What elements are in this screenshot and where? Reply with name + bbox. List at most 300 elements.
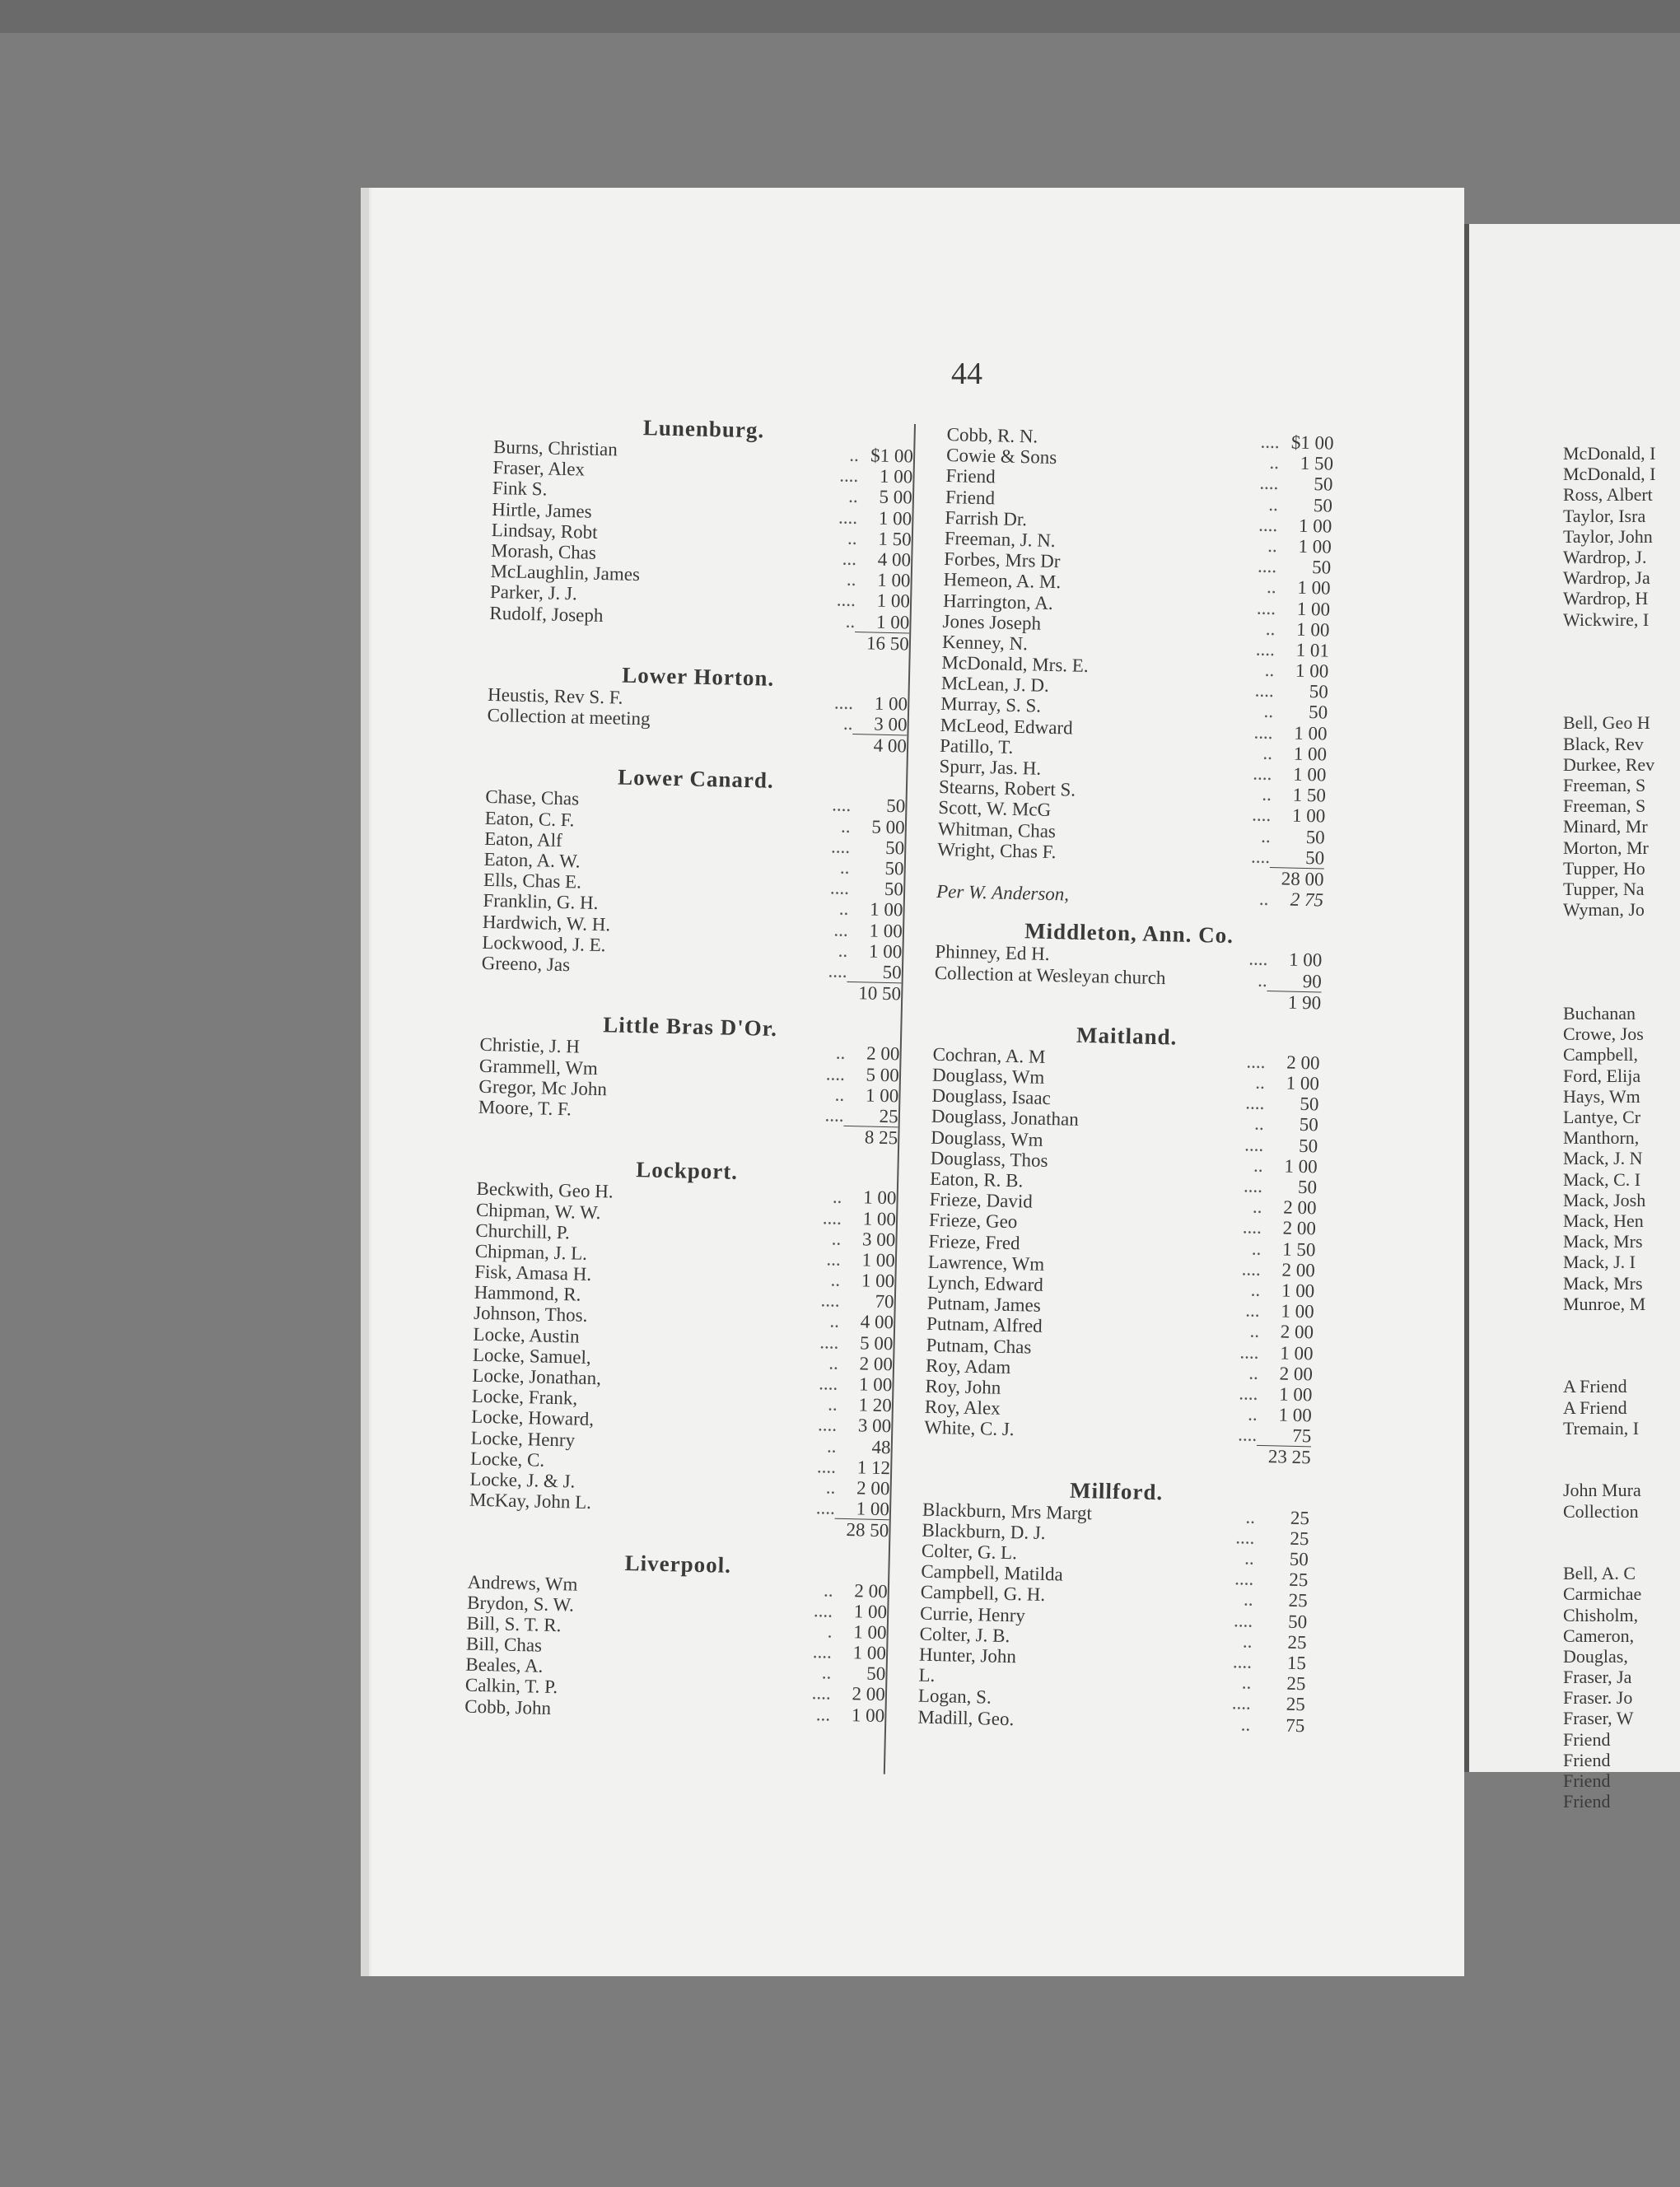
donor-name: Kenney, N. [941, 631, 1029, 655]
donor-name: Stearns, Robert S. [938, 776, 1076, 800]
donor-name: Beales, A. [465, 1653, 544, 1677]
dot-leader: .. [1263, 701, 1274, 722]
donation-amount: 25 [1288, 1569, 1309, 1591]
dot-leader: ... [842, 548, 857, 569]
donor-name: Moore, T. F. [478, 1096, 572, 1120]
donation-amount: 75 [1285, 1714, 1305, 1736]
donor-name: Fraser, Alex [492, 457, 586, 480]
donation-amount: 25 [1286, 1694, 1306, 1715]
donor-name: Scott, W. McG [938, 797, 1052, 821]
section-heading: Maitland. [1076, 1022, 1178, 1050]
partial-name: Mack, J. N [1563, 1148, 1643, 1169]
dot-leader: .. [826, 1435, 837, 1457]
donor-name: Putnam, Chas [926, 1334, 1032, 1358]
dot-leader: .... [1257, 555, 1277, 577]
dot-leader: .. [827, 1393, 838, 1415]
donor-name: Eaton, R. B. [929, 1168, 1024, 1191]
donation-amount: 1 00 [862, 1207, 897, 1229]
total-amount: 4 00 [852, 734, 908, 757]
donor-name: Roy, John [925, 1375, 1001, 1398]
dot-leader: .. [1241, 1672, 1252, 1693]
donor-name: Campbell, G. H. [920, 1582, 1046, 1606]
donation-amount: 50 [1305, 826, 1326, 848]
partial-name: Morton, Mr [1563, 837, 1649, 858]
dot-leader: .... [1243, 1175, 1263, 1196]
donor-name: Fink S. [492, 478, 548, 500]
donation-amount: 2 00 [1279, 1363, 1314, 1385]
donor-name: Blackburn, D. J. [922, 1519, 1046, 1543]
total-amount: 28 50 [834, 1518, 889, 1541]
donor-name: Hunter, John [918, 1644, 1017, 1667]
dot-leader: .... [811, 1682, 832, 1704]
dot-leader: .. [845, 610, 856, 632]
dot-leader: .. [821, 1662, 832, 1683]
donation-amount: 1 00 [876, 590, 911, 612]
total-amount: 10 50 [847, 982, 902, 1005]
donor-name: Brydon, S. W. [466, 1592, 575, 1616]
dot-leader: .. [1269, 452, 1280, 473]
dot-leader: .. [1268, 493, 1279, 515]
dot-leader: .... [1244, 1134, 1264, 1155]
partial-name: Mack, Mrs [1563, 1272, 1643, 1294]
donor-name: Whitman, Chas [937, 818, 1057, 842]
donor-name: Friend [945, 465, 996, 487]
section-heading: Lockport. [635, 1157, 739, 1185]
spacer [1563, 1459, 1678, 1480]
donor-name: Franklin, G. H. [483, 890, 599, 914]
donor-name: Friend [945, 486, 996, 508]
donor-name: Roy, Adam [925, 1355, 1011, 1378]
donor-name: Bill, Chas [465, 1633, 543, 1656]
dot-leader: .. [1251, 1238, 1262, 1259]
donor-name: Douglass, Thos [930, 1147, 1048, 1171]
dot-leader: .... [829, 877, 850, 899]
dot-leader: .... [836, 589, 856, 611]
donation-amount: 1 50 [1300, 452, 1334, 474]
donor-name: Lindsay, Robt [491, 519, 598, 543]
partial-name: Manthorn, [1563, 1127, 1640, 1149]
partial-name: John Mura [1563, 1480, 1641, 1501]
donation-amount: 1 00 [1297, 577, 1331, 599]
partial-name: Friend [1563, 1791, 1611, 1812]
section-heading: Liverpool. [624, 1550, 732, 1578]
dot-leader: .... [1252, 804, 1272, 826]
donation-amount: 50 [1309, 681, 1329, 702]
donation-amount: 1 00 [1296, 598, 1331, 620]
partial-name: Taylor, Isra [1563, 505, 1646, 526]
donation-amount: 1 00 [875, 611, 910, 633]
donor-name: Locke, Austin [473, 1323, 580, 1347]
donor-name: Andrews, Wm [467, 1571, 578, 1595]
dot-leader: .. [839, 856, 850, 878]
top-strip [0, 0, 1680, 33]
total-amount: 23 25 [1256, 1445, 1311, 1468]
donor-name: Greeno, Jas [481, 952, 571, 976]
donor-name: L. [918, 1664, 936, 1686]
donation-amount: 25 [1288, 1590, 1308, 1611]
partial-name: Mack, Josh [1563, 1189, 1646, 1210]
partial-name: Mack, C. I [1563, 1168, 1641, 1190]
donor-name: Eaton, A. W. [483, 848, 581, 872]
donation-amount: 1 00 [852, 1621, 887, 1644]
partial-name: Durkee, Rev [1563, 753, 1655, 775]
dot-leader: .... [1256, 597, 1276, 618]
dot-leader: .. [1259, 888, 1270, 910]
dot-leader: .. [1264, 659, 1275, 681]
partial-name: Campbell, [1563, 1044, 1639, 1066]
section-heading: Lower Canard. [617, 764, 775, 794]
donation-amount: 1 00 [1279, 1341, 1314, 1364]
donor-name: Churchill, P. [475, 1219, 571, 1243]
donor-name: Forbes, Mrs Dr [944, 548, 1061, 572]
donation-amount: 15 [1286, 1652, 1307, 1674]
donor-name: Madill, Geo. [917, 1706, 1015, 1729]
donor-name: Hardwich, W. H. [482, 911, 611, 935]
dot-leader: .. [834, 1084, 845, 1105]
donation-amount: 1 00 [1278, 1383, 1313, 1406]
donor-name: Fisk, Amasa H. [474, 1261, 592, 1285]
dot-leader: .... [1245, 1092, 1265, 1114]
partial-name: Freeman, S [1563, 775, 1646, 795]
donor-name: McKay, John L. [469, 1489, 592, 1513]
dot-leader: .... [1239, 1383, 1258, 1404]
donation-amount: 50 [1300, 1094, 1319, 1115]
donation-amount: 2 00 [1282, 1196, 1317, 1219]
donation-amount: 1 12 [856, 1457, 891, 1478]
donor-name: White, C. J. [924, 1416, 1015, 1440]
partial-name: Bell, A. C [1563, 1563, 1636, 1584]
partial-name: Douglas, [1563, 1645, 1628, 1667]
donor-name: Harrington, A. [942, 590, 1053, 613]
dot-leader: .. [1244, 1547, 1255, 1569]
dot-leader: .... [1239, 1341, 1259, 1363]
donor-name: Jones Joseph [942, 610, 1042, 634]
dot-leader: .. [847, 527, 857, 548]
partial-name: Buchanan [1563, 1003, 1636, 1024]
dot-leader: .... [1258, 514, 1278, 535]
donation-amount: 50 [1311, 557, 1332, 578]
donor-name: Collection at meeting [487, 704, 651, 730]
dot-leader: .. [1262, 783, 1272, 805]
donation-amount: 4 00 [860, 1311, 894, 1333]
donation-amount: 50 [884, 857, 904, 879]
donor-name: Colter, J. B. [919, 1623, 1010, 1646]
dot-leader: .. [846, 568, 856, 590]
donation-amount: 1 00 [874, 692, 908, 715]
donation-amount: 50 [884, 837, 905, 859]
donor-name: McDonald, Mrs. E. [941, 651, 1089, 677]
donor-name: Douglass, Jonathan [931, 1106, 1080, 1131]
dot-leader: .... [1260, 431, 1280, 453]
donor-name: McLean, J. D. [940, 673, 1050, 697]
section-heading: Lower Horton. [621, 662, 775, 691]
section-heading: Middleton, Ann. Co. [1024, 918, 1234, 949]
donor-name: Calkin, T. P. [464, 1675, 558, 1698]
dot-leader: .. [1243, 1588, 1253, 1611]
donor-name: Locke, J. & J. [469, 1468, 576, 1492]
donation-amount: 50 [882, 961, 902, 983]
dot-leader: .. [1242, 1630, 1253, 1652]
donation-amount: 1 01 [1295, 639, 1330, 661]
dot-leader: .. [830, 1269, 841, 1290]
partial-name: Mack, J. I [1563, 1252, 1636, 1273]
dot-leader: ... [1245, 1299, 1260, 1322]
dot-leader: .. [835, 1042, 846, 1064]
donation-amount: 1 00 [861, 1249, 896, 1271]
donation-amount: 1 00 [1293, 743, 1328, 765]
dot-leader: .. [849, 444, 860, 466]
spacer [1563, 630, 1678, 651]
donation-amount: 48 [871, 1436, 891, 1457]
donor-name: Frieze, Fred [928, 1230, 1020, 1253]
donor-name: Wright, Chas F. [937, 838, 1057, 862]
dot-leader: .... [1231, 1692, 1252, 1714]
right-page-column [1563, 443, 1678, 1812]
donation-amount: 1 00 [1288, 949, 1323, 971]
partial-name: Tupper, Ho [1563, 857, 1645, 879]
partial-name: Fraser. Jo [1563, 1687, 1633, 1709]
donation-amount: 2 75 [1290, 888, 1324, 911]
page-number: 44 [951, 357, 982, 391]
partial-name: Hays, Wm [1563, 1085, 1640, 1107]
dot-leader: .. [1248, 1403, 1258, 1425]
spacer [1563, 1314, 1678, 1335]
spacer [1563, 1335, 1678, 1355]
donation-amount: 1 00 [862, 1187, 897, 1209]
partial-name: Wyman, Jo [1563, 899, 1645, 921]
donor-name: Putnam, Alfred [926, 1313, 1043, 1337]
donor-name: Douglass, Wm [931, 1064, 1045, 1088]
spacer [1563, 920, 1678, 940]
donor-name: Hirtle, James [492, 498, 592, 522]
donation-amount: 50 [885, 795, 906, 817]
donor-name: Frieze, Geo [928, 1210, 1018, 1233]
partial-name: McDonald, I [1563, 464, 1656, 485]
total-amount: 28 00 [1269, 867, 1324, 890]
donation-amount: 5 00 [879, 487, 913, 508]
dot-leader: .... [1242, 1216, 1262, 1238]
dot-leader: .... [1235, 1527, 1255, 1548]
dot-leader: .. [847, 486, 859, 507]
donor-name: Douglass, Isaac [931, 1085, 1052, 1109]
donation-amount: 50 [1304, 846, 1325, 869]
donation-amount: 2 00 [1280, 1321, 1314, 1343]
dot-leader: .... [1250, 846, 1271, 867]
donor-name: Putnam, James [926, 1292, 1042, 1317]
dot-leader: .... [830, 836, 851, 857]
dot-leader: .. [1260, 825, 1272, 846]
donor-name: Christie, J. H [479, 1034, 581, 1057]
dot-leader: .. [1266, 576, 1276, 598]
total-amount: 8 25 [843, 1126, 898, 1149]
donor-name: Cochran, A. M [932, 1043, 1046, 1067]
dot-leader: .. [1249, 1320, 1260, 1342]
partial-name: Wardrop, J. [1563, 546, 1647, 567]
dot-leader: .... [1234, 1568, 1254, 1590]
donation-amount: 2 00 [856, 1477, 890, 1499]
spacer [1563, 1355, 1678, 1376]
dot-leader: . [827, 1620, 833, 1642]
dot-leader: .. [828, 1352, 839, 1373]
donor-name: Colter, G. L. [921, 1540, 1018, 1564]
donor-name: Parker, J. J. [489, 581, 578, 604]
donor-name: Locke, Howard, [471, 1406, 595, 1430]
partial-name: Carmichae [1563, 1583, 1642, 1605]
donation-amount: 50 [1314, 473, 1333, 496]
spacer [1563, 1542, 1678, 1563]
total-amount: 1 90 [1267, 991, 1322, 1014]
donor-name: Heustis, Rev S. F. [487, 683, 623, 708]
partial-name: Friend [1563, 1770, 1611, 1791]
donation-amount: 50 [1298, 1135, 1318, 1157]
donation-amount: 1 00 [858, 1373, 893, 1396]
donor-name: Lynch, Edward [927, 1271, 1044, 1295]
donation-amount: 1 00 [869, 920, 903, 942]
donation-amount: 1 00 [1292, 763, 1327, 786]
donation-amount: 50 [866, 1662, 886, 1685]
donation-amount: 50 [1299, 1114, 1319, 1135]
partial-name: A Friend [1563, 1397, 1627, 1418]
donor-name: Locke, Henry [470, 1427, 576, 1451]
donor-name: Johnson, Thos. [473, 1303, 588, 1327]
partial-name: Wardrop, Ja [1563, 567, 1650, 589]
donor-name: Chipman, J. L. [474, 1240, 588, 1264]
donation-amount: 1 00 [1298, 515, 1332, 537]
donation-amount: 1 00 [865, 1084, 899, 1107]
dot-leader: .. [1245, 1506, 1256, 1527]
dot-leader: .... [819, 1373, 838, 1394]
donation-amount: 1 00 [868, 940, 903, 963]
donation-amount: 2 00 [854, 1579, 888, 1602]
donation-amount: 50 [1289, 1548, 1309, 1570]
donation-amount: 50 [1297, 1176, 1318, 1198]
partial-name: Fraser, W [1563, 1708, 1634, 1729]
partial-name: Fraser, Ja [1563, 1667, 1632, 1688]
donor-name: Locke, Frank, [471, 1385, 578, 1409]
dot-leader: .. [1254, 1113, 1265, 1135]
partial-name: Friend [1563, 1728, 1611, 1750]
donation-amount: 2 00 [1286, 1052, 1320, 1074]
donor-name: Eaton, C. F. [484, 807, 575, 830]
spacer [1563, 941, 1678, 962]
donor-name: Collection at Wesleyan church [934, 962, 1166, 988]
donation-amount: 70 [875, 1291, 894, 1313]
partial-name: Collection [1563, 1500, 1639, 1522]
donation-amount: 1 00 [852, 1642, 887, 1664]
donation-amount: 1 00 [1295, 618, 1330, 641]
donor-name: Beckwith, Geo H. [476, 1178, 614, 1202]
donation-amount: 1 00 [869, 898, 903, 921]
donation-amount: 1 00 [1284, 1155, 1318, 1177]
donation-amount: 1 00 [878, 507, 912, 529]
donation-amount: 4 00 [877, 548, 912, 571]
donation-amount: 2 00 [1281, 1259, 1316, 1281]
dot-leader: .. [1262, 742, 1273, 763]
donation-amount: 75 [1291, 1425, 1312, 1447]
partial-name: Bell, Geo H [1563, 712, 1650, 734]
spacer [1563, 651, 1678, 671]
dot-leader: .. [831, 1228, 842, 1249]
donation-amount: 1 00 [1291, 805, 1326, 827]
donor-name: Locke, C. [469, 1448, 545, 1471]
dot-leader: .... [1255, 638, 1276, 660]
dot-leader: .. [1265, 618, 1276, 639]
partial-name: Munroe, M [1563, 1293, 1646, 1314]
dot-leader: .. [829, 1310, 840, 1332]
donation-amount: 1 00 [1286, 1072, 1320, 1094]
donor-name: Patillo, T. [939, 734, 1014, 758]
dot-leader: .... [1232, 1651, 1253, 1672]
dot-leader: .... [1246, 1051, 1266, 1072]
dot-leader: .... [812, 1641, 833, 1662]
dot-leader: .. [1240, 1714, 1251, 1735]
donor-name: Chipman, W. W. [475, 1199, 601, 1223]
donor-name: Lockwood, J. E. [482, 931, 606, 956]
partial-name: Chisholm, [1563, 1604, 1639, 1625]
donor-name: Cowie & Sons [945, 445, 1057, 469]
donor-name: Per W. Anderson, [936, 880, 1070, 905]
donation-amount: 1 50 [1281, 1238, 1316, 1260]
partial-name: Ford, Elija [1563, 1065, 1641, 1086]
section-heading: Little Bras D'Or. [602, 1012, 778, 1042]
dot-leader: ... [833, 919, 849, 940]
donor-name: Currie, Henry [919, 1602, 1026, 1626]
dot-leader: .. [1267, 534, 1278, 557]
donation-amount: $1 00 [870, 445, 914, 467]
partial-name: McDonald, I [1563, 443, 1656, 464]
column-right [917, 424, 1334, 1736]
dot-leader: .. [825, 1476, 836, 1498]
donation-amount: 5 00 [866, 1064, 900, 1085]
partial-name: Wickwire, I [1563, 609, 1650, 630]
donor-name: Roy, Alex [924, 1396, 1001, 1419]
dot-leader: .... [1253, 721, 1273, 743]
dot-leader: .... [824, 1104, 845, 1126]
donor-name: Frieze, David [929, 1188, 1034, 1212]
donor-name: McLeod, Edward [940, 714, 1073, 739]
dot-leader: .... [831, 794, 852, 816]
donor-name: Logan, S. [917, 1685, 992, 1708]
donor-name: Campbell, Matilda [921, 1560, 1064, 1585]
donation-amount: 1 20 [858, 1394, 893, 1416]
dot-leader: .. [838, 940, 848, 961]
dot-leader: .... [820, 1289, 840, 1312]
dot-leader: .. [1248, 1362, 1259, 1383]
donation-amount: 1 00 [1295, 660, 1329, 682]
section-heading: Millford. [1069, 1477, 1164, 1504]
dot-leader: .... [1259, 473, 1279, 494]
dot-leader: .. [1250, 1279, 1261, 1300]
donor-name: McLaughlin, James [490, 561, 641, 585]
section-heading: Lunenburg. [642, 415, 765, 443]
donation-amount: 5 00 [871, 816, 905, 838]
donor-name: Hemeon, A. M. [943, 569, 1062, 593]
donor-name: Blackburn, Mrs Margt [922, 1499, 1093, 1524]
donor-name: Grammell, Wm [478, 1055, 599, 1079]
partial-name: Mack, Mrs [1563, 1231, 1643, 1252]
donor-name: Ells, Chas E. [483, 870, 582, 893]
donation-amount: 1 00 [1281, 1280, 1315, 1302]
dot-leader: .... [1253, 762, 1272, 785]
donation-amount: 25 [1290, 1527, 1309, 1550]
page-edge [361, 188, 369, 1976]
dot-leader: .. [838, 898, 849, 920]
dot-leader: .... [838, 506, 858, 528]
dot-leader: .. [1253, 1154, 1263, 1176]
donor-name: Locke, Jonathan, [472, 1364, 602, 1389]
dot-leader: .... [825, 1062, 846, 1084]
dot-leader: .... [815, 1497, 836, 1518]
